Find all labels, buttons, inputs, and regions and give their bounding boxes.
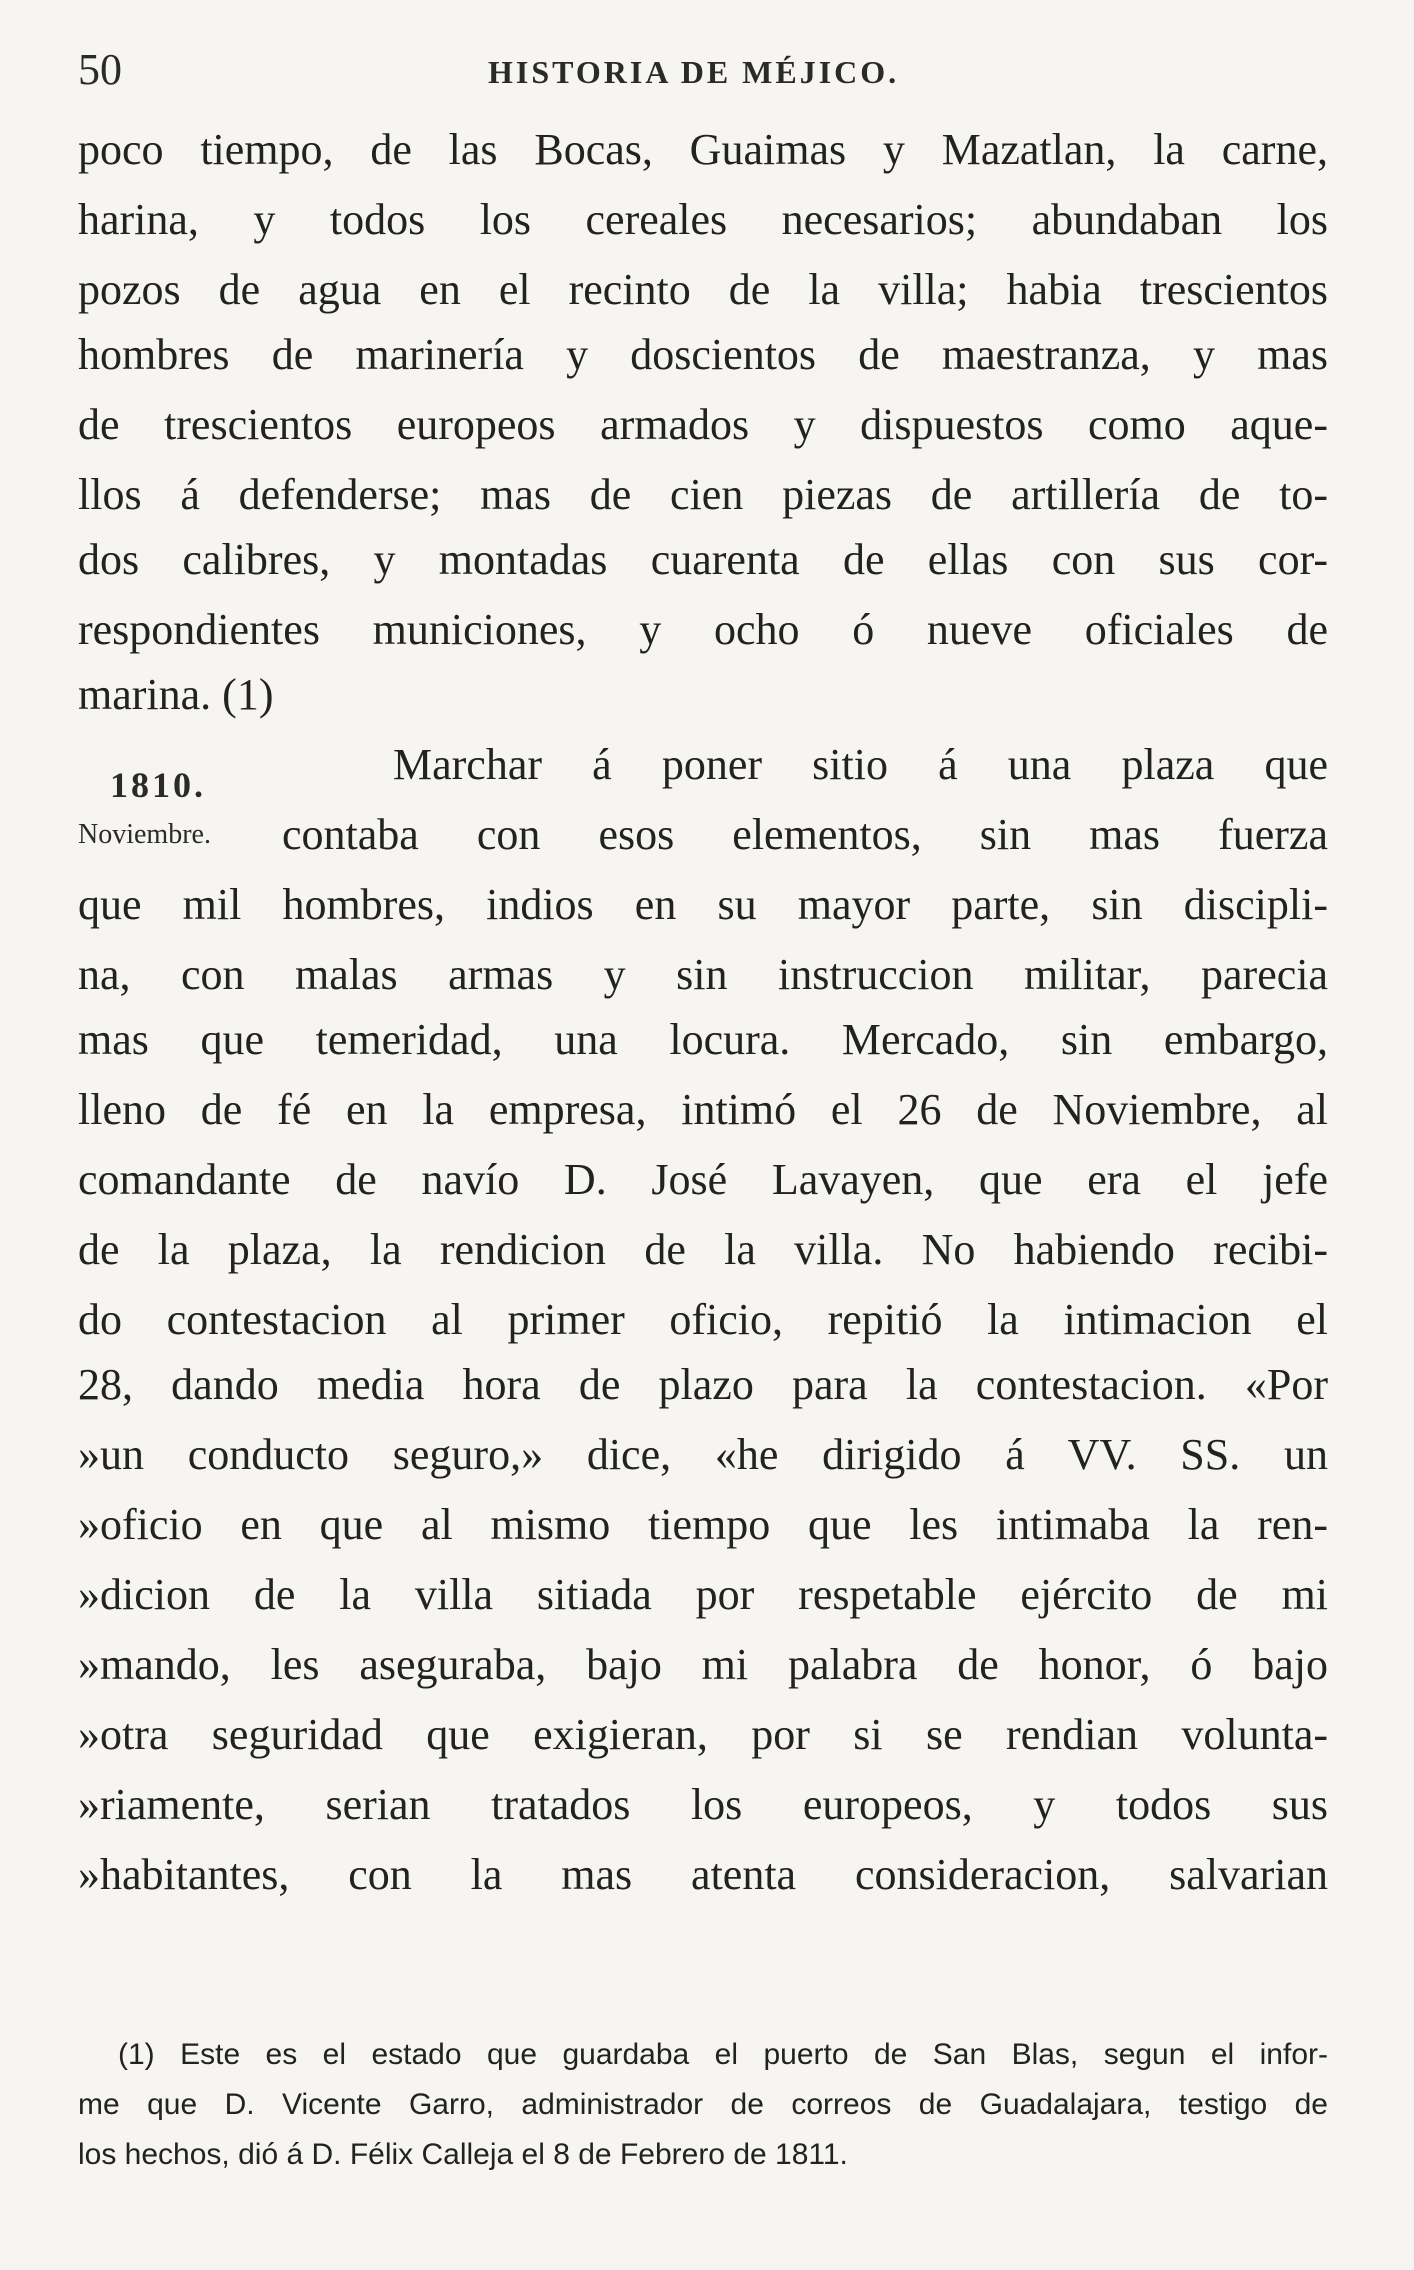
text-line: que mil hombres, indios en su mayor parte, sin discipli- <box>78 880 1328 929</box>
page-header <box>78 40 1328 100</box>
text-line: pozos de agua en el recinto de la villa; habia trescientos <box>78 265 1328 314</box>
text-line: »riamente, serian tratados los europeos, y todos sus <box>78 1780 1328 1829</box>
text-line: hombres de marinería y doscientos de maestranza, y mas <box>78 330 1328 379</box>
text-line: »dicion de la villa sitiada por respetable ejército de mi <box>78 1570 1328 1619</box>
text-line: contaba con esos elementos, sin mas fuerza <box>282 810 1328 859</box>
footnote-line: me que D. Vicente Garro, administrador de correos de Guadalajara, testigo de <box>78 2088 1328 2121</box>
text-line: »habitantes, con la mas atenta consideracion, salvarian <box>78 1850 1328 1899</box>
text-line: de la plaza, la rendicion de la villa. No habiendo recibi- <box>78 1225 1328 1274</box>
text-line: do contestacion al primer oficio, repitió la intimacion el <box>78 1295 1328 1344</box>
text-line: »mando, les aseguraba, bajo mi palabra de honor, ó bajo <box>78 1640 1328 1689</box>
text-line: harina, y todos los cereales necesarios; abundaban los <box>78 195 1328 244</box>
text-line: »oficio en que al mismo tiempo que les intimaba la ren- <box>78 1500 1328 1549</box>
text-line: comandante de navío D. José Lavayen, que era el jefe <box>78 1155 1328 1204</box>
text-line: poco tiempo, de las Bocas, Guaimas y Mazatlan, la carne, <box>78 125 1328 174</box>
text-line: 28, dando media hora de plazo para la contestacion. «Por <box>78 1360 1328 1409</box>
text-line: »otra seguridad que exigieran, por si se rendian volunta- <box>78 1710 1328 1759</box>
text-line: llos á defenderse; mas de cien piezas de artillería de to- <box>78 470 1328 519</box>
footnote-line: los hechos, dió á D. Félix Calleja el 8 de Febrero de 1811. <box>78 2138 848 2171</box>
text-line: na, con malas armas y sin instruccion militar, parecia <box>78 950 1328 999</box>
text-line: Marchar á poner sitio á una plaza que <box>393 740 1328 789</box>
text-line: mas que temeridad, una locura. Mercado, sin embargo, <box>78 1015 1328 1064</box>
running-title: HISTORIA DE MÉJICO. <box>488 54 900 90</box>
footnote-line: (1) Este es el estado que guardaba el puerto de San Blas, segun el infor- <box>118 2038 1328 2071</box>
text-line: lleno de fé en la empresa, intimó el 26 de Noviembre, al <box>78 1085 1328 1134</box>
margin-note-month: Noviembre. <box>78 819 211 850</box>
text-line: de trescientos europeos armados y dispuestos como aque- <box>78 400 1328 449</box>
text-line: marina. (1) <box>78 670 274 719</box>
text-line: »un conducto seguro,» dice, «he dirigido á VV. SS. un <box>78 1430 1328 1479</box>
text-line: respondientes municiones, y ocho ó nueve oficiales de <box>78 605 1328 654</box>
text-line: dos calibres, y montadas cuarenta de ellas con sus cor- <box>78 535 1328 584</box>
margin-note-year: 1810. <box>110 765 206 805</box>
page-number: 50 <box>78 45 122 94</box>
